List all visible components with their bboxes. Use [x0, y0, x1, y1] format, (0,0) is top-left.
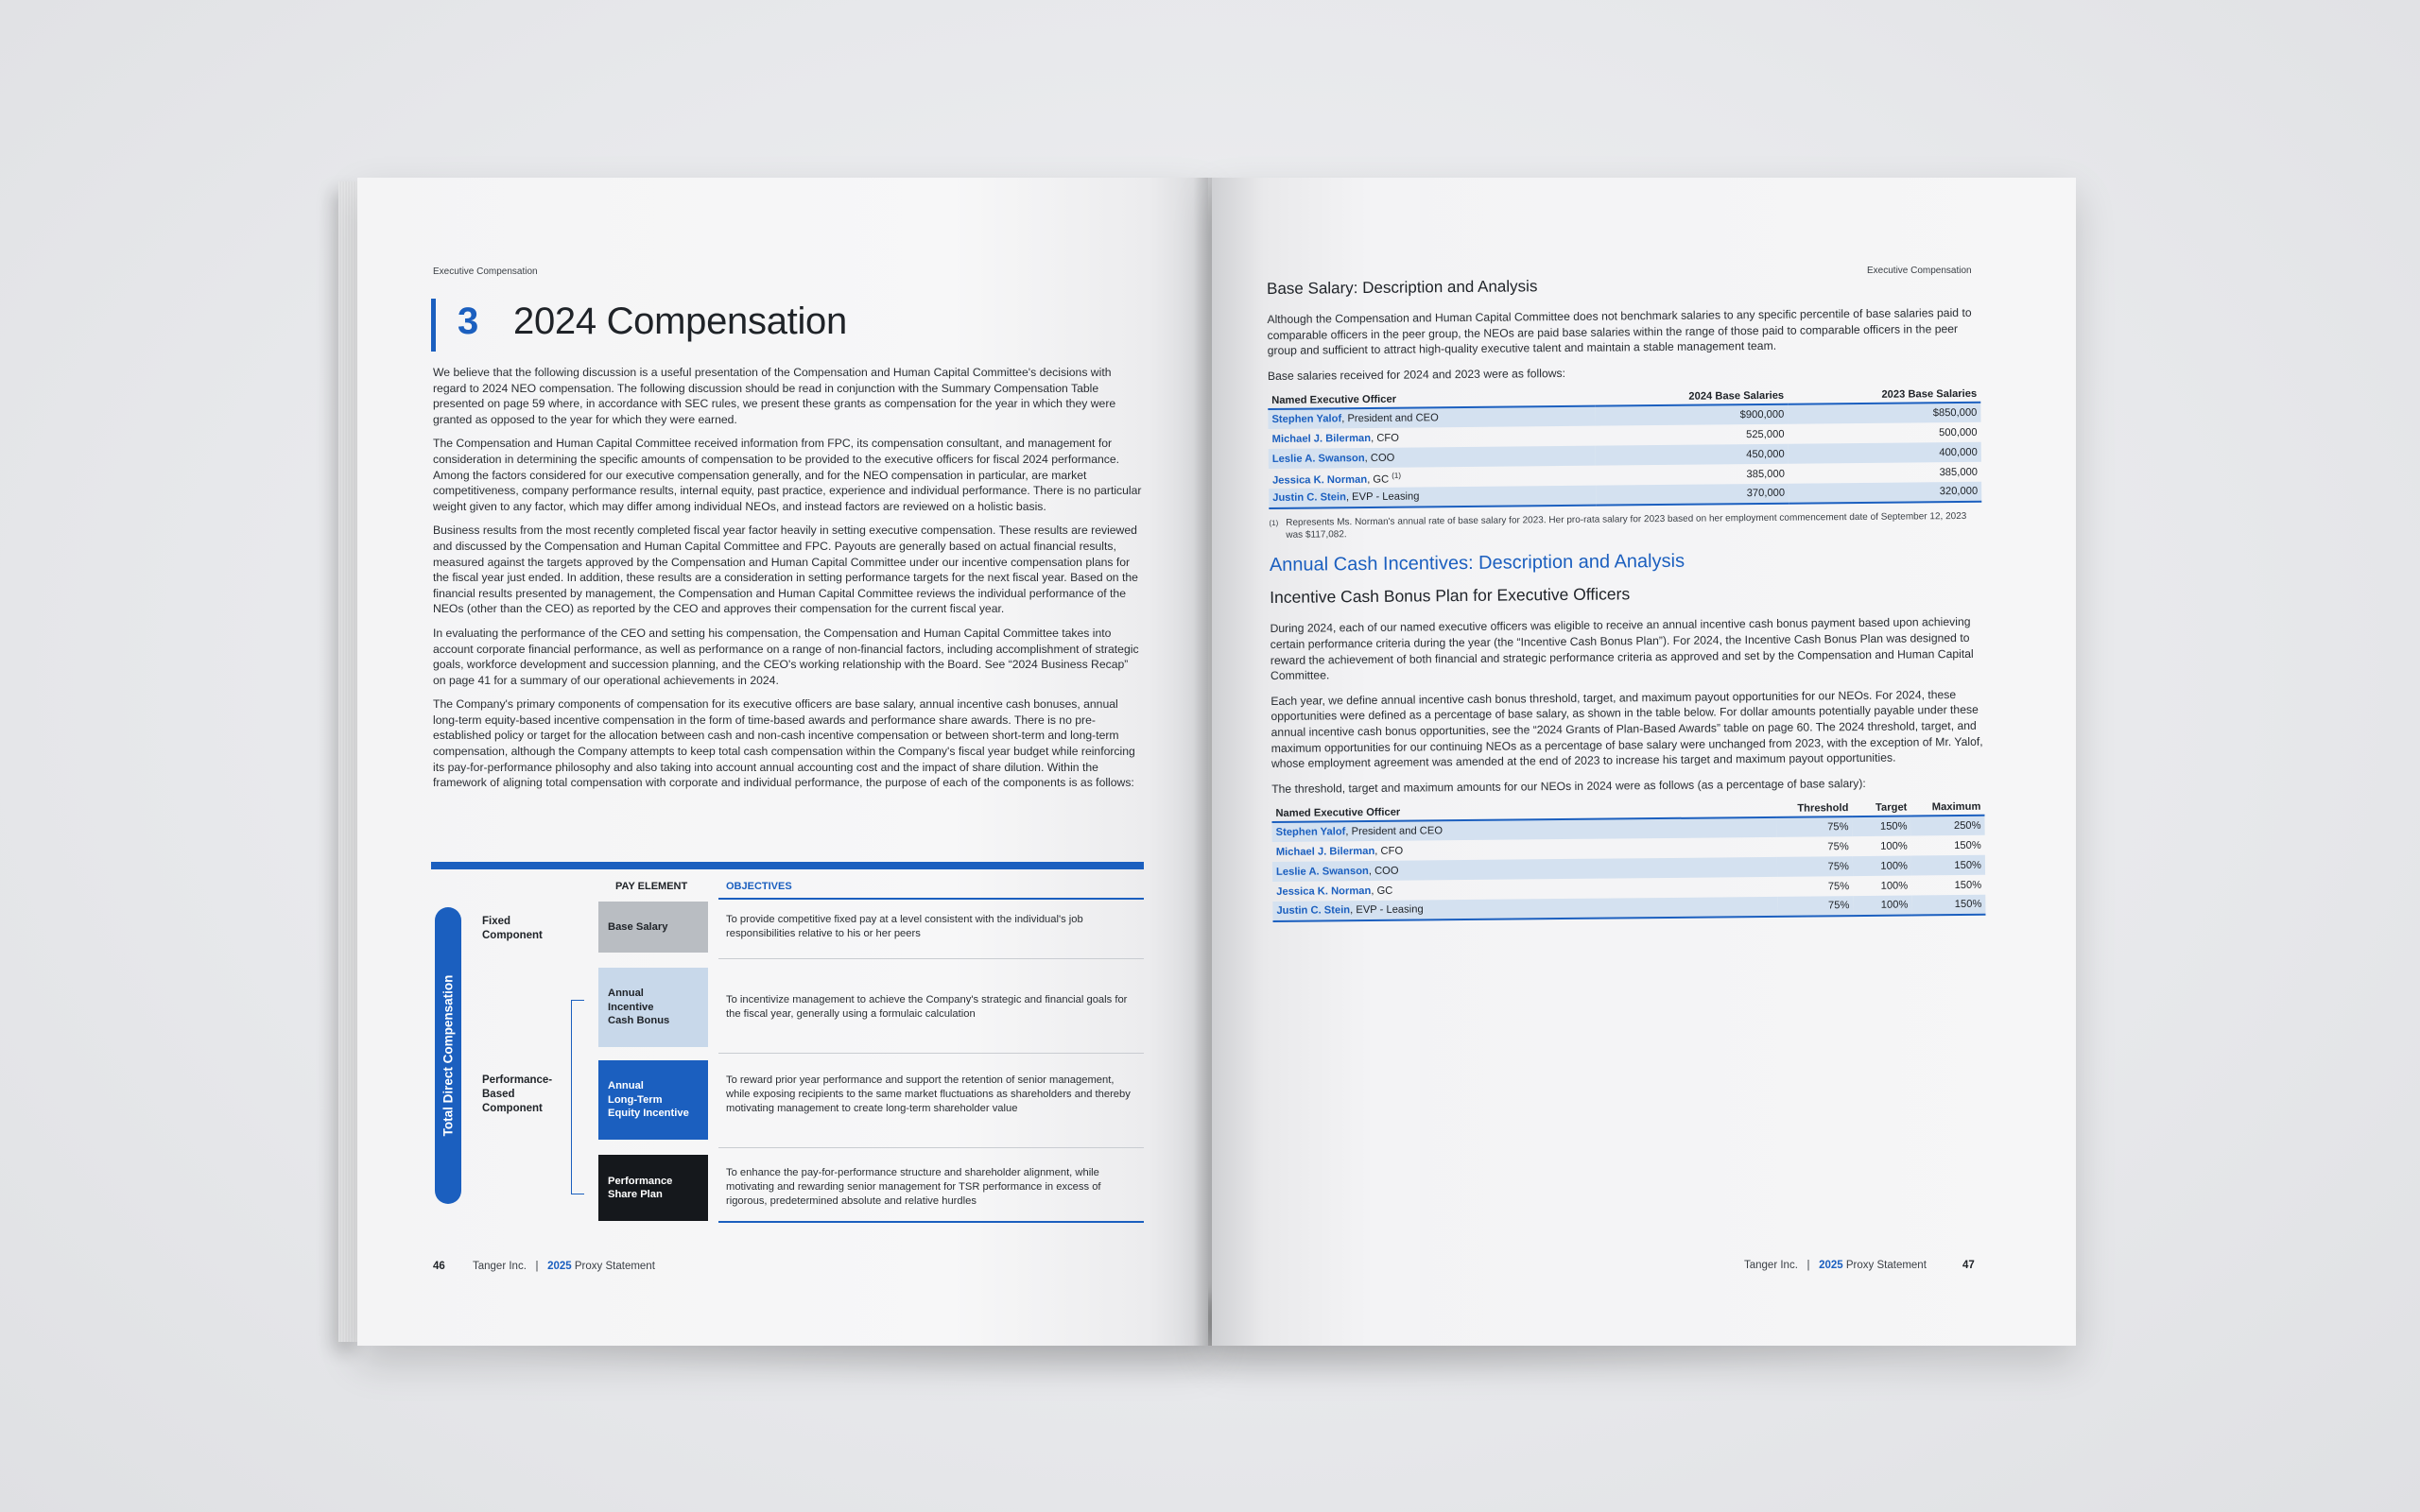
table-header: Named Executive Officer: [1271, 801, 1776, 822]
threshold-cell: 75%: [1827, 840, 1849, 853]
maximum-cell: 150%: [1911, 855, 1985, 876]
bonus-table: [1271, 799, 1985, 922]
footer-separator: |: [1806, 1260, 1810, 1271]
footer-doc: Proxy Statement: [574, 1261, 655, 1272]
officer-name: Leslie A. Swanson: [1271, 452, 1365, 465]
table-header: Named Executive Officer: [1268, 390, 1595, 409]
base-salary-intro: Base salaries received for 2024 and 2023 were as follows:: [1267, 366, 1566, 383]
footnote-mark: (1): [1269, 519, 1279, 528]
officer-name: Justin C. Stein: [1276, 904, 1351, 918]
objective-text: To reward prior year performance and support the retention of senior management, while exposing recipients to the same market fluctuations as shareholders and thereby motivating management to create long-term shareholder value: [726, 1074, 1131, 1114]
officer-title: , President and CEO: [1345, 825, 1443, 838]
table-header: Target: [1852, 800, 1910, 817]
paragraph: The Compensation and Human Capital Committee received information from FPC, its compensation consultant, and management for consideration in determining the specific amounts of compensation to be provided to the executive officers for fiscal 2024 performance. Among the factors considered for our executive compensation generally, and for the NEO compensation in particular, are market competitiveness, company performance results, internal equity, past practice, experience and individual performance. There is no particular weight given to any factor, which may differ among individual NEOs, and instead factors are reviewed on a holistic basis.: [433, 437, 1142, 513]
footer-year: 2025: [547, 1261, 572, 1272]
threshold-cell: 75%: [1827, 880, 1850, 893]
salary-2023: 400,000: [1789, 442, 1981, 464]
left-body-text: [433, 365, 1144, 799]
officer-title: , EVP - Leasing: [1345, 490, 1420, 504]
footer-year: 2025: [1819, 1260, 1843, 1271]
performance-bracket: [571, 1000, 584, 1194]
salary-2024: 450,000: [1596, 444, 1789, 466]
section-number: 3: [458, 301, 479, 342]
officer-title: , GC: [1371, 885, 1393, 897]
salary-2023: $850,000: [1788, 403, 1980, 424]
base-salary-paragraph: Although the Compensation and Human Capital Committee does not benchmark salaries to any specific percentile of base salaries paid to comparable officers in the peer group, the NEOs are paid base salaries within the range of those paid to comparable officers in the peer group and sufficient to attract high-quality executive talent and maintain a stable management team.: [1267, 305, 1972, 358]
officer-name: Leslie A. Swanson: [1275, 865, 1369, 878]
paragraph: Business results from the most recently completed fiscal year factor heavily in setting executive compensation. These results are reviewed and discussed by the Compensation and Human Capital Committee and FPC. Payouts are generally based on actual financial results, measured against the targets approved by the Compensation and Human Capital Committee under our incentive compensation plans for the fiscal year just ended. In addition, these results are a consideration in setting performance targets for the next fiscal year. Based on the financial results presented by management, the Compensation and Human Capital Committee reviews the individual performance of the NEOs (other than the CEO) as reported by the CEO and approves their compensation for the current fiscal year.: [433, 524, 1138, 616]
officer-name: Jessica K. Norman: [1276, 885, 1372, 898]
salary-2023: 385,000: [1939, 466, 1979, 479]
comp-table-top-bar: [431, 862, 1144, 869]
maximum-cell: 150%: [1954, 879, 1982, 891]
salary-footnote: [1269, 510, 1981, 541]
threshold-cell: 75%: [1777, 896, 1853, 917]
officer-name: Michael J. Bilerman: [1271, 432, 1372, 445]
paragraph: During 2024, each of our named executive officers was eligible to receive an annual incentive cash bonus payment based upon achieving certain performance criteria during the year (the “Incentive Cash Bonus Plan”). For 2024, the Incentive Cash Bonus Plan was designed to reward the achievement of both financial and strategic performance criteria as approved and set by the Compensation and Human Capital Committee.: [1270, 615, 1974, 683]
pay-element-annual-cash-bonus: Annual Incentive Cash Bonus: [598, 968, 708, 1047]
pay-element-performance-share: Performance Share Plan: [598, 1155, 708, 1221]
performance-component-label: Performance- Based Component: [482, 1074, 553, 1114]
officer-title: , COO: [1364, 452, 1395, 464]
officer-title: , EVP - Leasing: [1350, 903, 1424, 917]
objective-separator: [718, 1053, 1144, 1054]
footer-company: Tanger Inc.: [473, 1261, 527, 1272]
threshold-cell: 75%: [1777, 856, 1853, 877]
paragraph: In evaluating the performance of the CEO and setting his compensation, the Compensation and Human Capital Committee takes into account corporate financial performance, as well as performance on a range of non-financial factors, including accomplishment of strategic goals, workforce development and succession planning, and the CEO's working relationship with the Board. See “2024 Business Recap” on page 41 for a summary of our operational achievements in 2024.: [433, 626, 1139, 687]
officer-title: , COO: [1368, 865, 1399, 877]
officer-title: , GC: [1367, 473, 1390, 486]
pay-element-long-term-equity: Annual Long-Term Equity Incentive: [598, 1060, 708, 1140]
threshold-cell: 75%: [1776, 816, 1852, 837]
salary-2024: 525,000: [1746, 428, 1785, 441]
right-page-content: [1267, 273, 1985, 923]
footer-doc: Proxy Statement: [1845, 1260, 1927, 1271]
target-cell: 100%: [1853, 856, 1911, 877]
footer-separator: |: [535, 1261, 539, 1272]
objective-separator: [718, 958, 1144, 959]
base-salary-table: [1268, 387, 1981, 509]
footnote-text: Represents Ms. Norman's annual rate of base salary for 2023. Her pro-rata salary for 2023 based on her employment commencement date of September 12, 2023 was $117,082.: [1286, 511, 1967, 541]
left-running-head: Executive Compensation: [433, 266, 538, 277]
left-footer: [473, 1261, 655, 1272]
salary-2024: 385,000: [1746, 468, 1785, 481]
table-header: Threshold: [1776, 800, 1852, 817]
officer-cell: [1269, 486, 1596, 508]
objective-text: To provide competitive fixed pay at a level consistent with the individual's job responsibilities relative to his or her peers: [726, 914, 1083, 939]
paragraph: The Company's primary components of compensation for its executive officers are base salary, annual incentive cash bonuses, annual long-term equity-based incentive compensation in the form of time-based awards and performance share awards. There is no pre-established policy or target for the allocation between cash and non-cash incentive compensation or between short-term and long-term compensation, although the Company attempts to keep total cash compensation within the Company's fiscal year budget while reinforcing its pay-for-performance philosophy and also taking into account annual accounting cost and the impact of share dilution. Within the framework of aligning total compensation with corporate and individual performance, the purpose of each of the components is as follows:: [433, 697, 1135, 790]
maximum-cell: 150%: [1911, 895, 1985, 916]
objective-text: To enhance the pay-for-performance structure and shareholder alignment, while motivating and rewarding senior management for TSR performance in excess of rigorous, predetermined absolute and relative hurdles: [726, 1167, 1101, 1207]
objectives-header-rule: [718, 898, 1144, 900]
objective-text: To incentivize management to achieve the Company's strategic and financial goals for the fiscal year, generally using a formulaic calculation: [726, 994, 1128, 1020]
table-header: 2023 Base Salaries: [1788, 387, 1980, 404]
officer-name: Stephen Yalof: [1271, 413, 1342, 426]
footnote-marker: (1): [1392, 471, 1402, 480]
paragraph: The threshold, target and maximum amounts for our NEOs in 2024 were as follows (as a percentage of base salary):: [1271, 776, 1866, 796]
left-page-number: 46: [433, 1261, 445, 1272]
footer-company: Tanger Inc.: [1744, 1260, 1798, 1271]
section-title: 2024 Compensation: [513, 301, 847, 342]
officer-cell: [1272, 897, 1777, 921]
maximum-cell: 150%: [1954, 839, 1981, 851]
pay-element-header: PAY ELEMENT: [615, 881, 688, 892]
total-direct-comp-label: Total Direct Compensation: [441, 974, 456, 1137]
table-header: Maximum: [1910, 799, 1984, 816]
right-running-head: Executive Compensation: [1867, 266, 1972, 276]
table-header: 2024 Base Salaries: [1595, 388, 1788, 406]
objectives-header: OBJECTIVES: [726, 881, 792, 892]
target-cell: 100%: [1853, 896, 1911, 917]
salary-2024: $900,000: [1595, 404, 1788, 426]
salary-2023: 500,000: [1939, 426, 1978, 439]
target-cell: 150%: [1852, 816, 1910, 837]
paragraph: We believe that the following discussion is a useful presentation of the Compensation and Human Capital Committee's decisions with regard to 2024 NEO compensation. The following discussion should be read in conjunction with the Summary Compensation Table presented on page 59 where, in accordance with SEC rules, we present these grants as compensation for the year in which they were granted as opposed to the year for which they were earned.: [433, 366, 1116, 426]
officer-title: , President and CEO: [1341, 412, 1439, 425]
right-footer: [1744, 1260, 1927, 1271]
officer-name: Jessica K. Norman: [1271, 473, 1368, 487]
target-cell: 100%: [1880, 840, 1908, 852]
maximum-cell: 250%: [1910, 816, 1984, 836]
officer-name: Stephen Yalof: [1275, 826, 1346, 839]
paragraph: Each year, we define annual incentive cash bonus threshold, target, and maximum payout opportunities for our NEOs. For 2024, these opportunities were defined as a percentage of base salary, as shown in the table below. For dollar amounts potentially payable under these annual incentive cash bonus opportunities, see the “2024 Grants of Plan-Based Awards” table on page 60. The 2024 threshold, target, and maximum opportunities for our continuing NEOs as a percentage of base salary were unchanged from 2023, with the exception of Mr. Yalof, whose employment agreement was amended at the end of 2023 to increase his target and maximum payout opportunities.: [1270, 687, 1983, 771]
objectives-bottom-rule: [718, 1221, 1144, 1223]
base-salary-heading: Base Salary: Description and Analysis: [1267, 277, 1538, 298]
salary-2024: 370,000: [1596, 484, 1789, 506]
incentive-bonus-plan-heading: Incentive Cash Bonus Plan for Executive Officers: [1270, 584, 1631, 608]
section-accent-bar: [431, 299, 436, 352]
salary-2023: 320,000: [1789, 482, 1981, 504]
officer-name: Justin C. Stein: [1272, 491, 1346, 505]
objective-separator: [718, 1147, 1144, 1148]
officer-name: Michael J. Bilerman: [1275, 845, 1375, 858]
target-cell: 100%: [1880, 880, 1909, 892]
officer-title: , CFO: [1371, 432, 1399, 444]
fixed-component-label: Fixed Component: [482, 916, 543, 941]
annual-cash-incentives-heading: Annual Cash Incentives: Description and Analysis: [1269, 551, 1685, 576]
officer-title: , CFO: [1374, 845, 1404, 857]
right-page-number: 47: [1962, 1260, 1975, 1271]
pay-element-base-salary: Base Salary: [598, 902, 708, 953]
